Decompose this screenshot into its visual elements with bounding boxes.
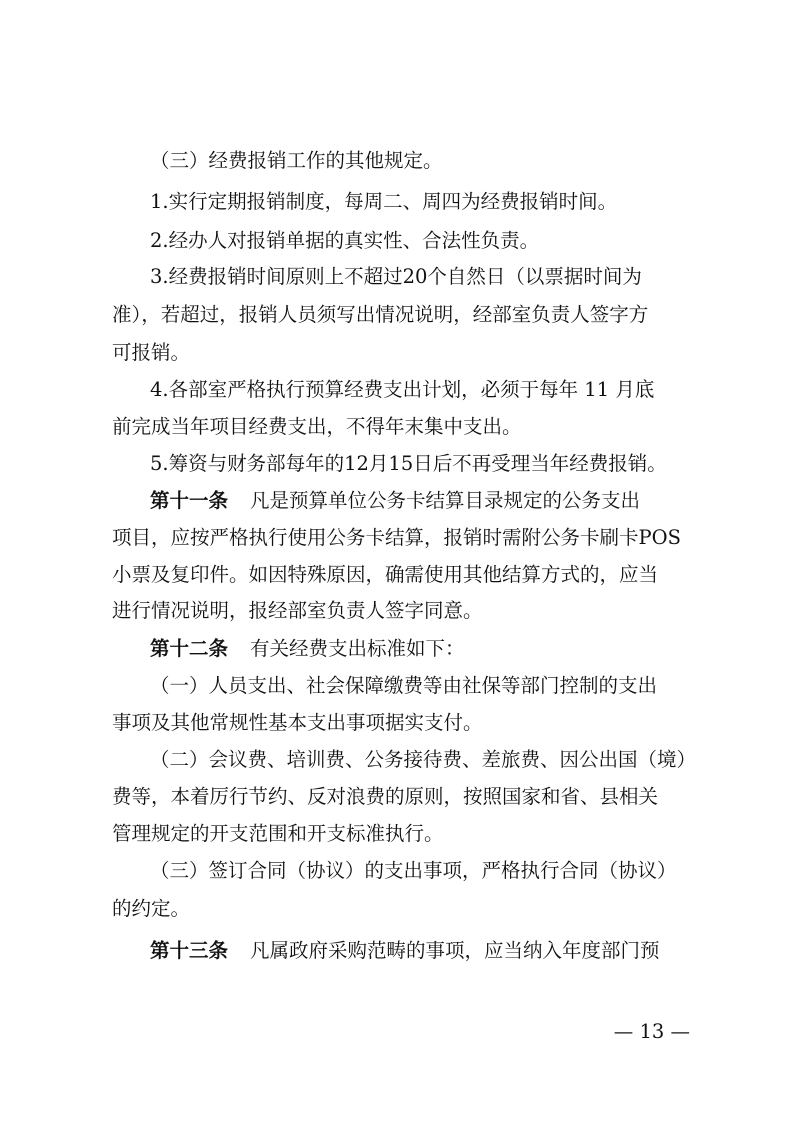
- page-number: — 13 —: [613, 1020, 690, 1043]
- text-line: （三）经费报销工作的其他规定。: [150, 149, 443, 172]
- text-line: 管理规定的开支范围和开支标准执行。: [112, 822, 444, 845]
- article-heading: 第十一条: [150, 489, 229, 512]
- text-line: 3.经费报销时间原则上不超过20个自然日（以票据时间为: [150, 265, 642, 288]
- article-12-line: [150, 636, 702, 662]
- article-13-line: [150, 938, 702, 964]
- article-heading: 第十三条: [150, 939, 229, 962]
- text-line: 费等，本着厉行节约、反对浪费的原则，按照国家和省、县相关: [112, 785, 659, 808]
- text-line: 可报销。: [112, 341, 191, 364]
- text-line: 进行情况说明，报经部室负责人签字同意。: [112, 599, 483, 622]
- text-line: 1.实行定期报销制度，每周二、周四为经费报销时间。: [150, 190, 618, 213]
- text-line: 小票及复印件。如因特殊原因，确需使用其他结算方式的，应当: [112, 563, 659, 586]
- text-line: 前完成当年项目经费支出，不得年末集中支出。: [112, 415, 522, 438]
- article-text: 凡属政府采购范畴的事项，应当纳入年度部门预: [250, 939, 660, 962]
- article-text: 有关经费支出标准如下：: [250, 637, 465, 660]
- text-line: 的约定。: [112, 897, 191, 920]
- text-line: 5.筹资与财务部每年的12月15日后不再受理当年经费报销。: [150, 452, 667, 475]
- article-11-line: [150, 488, 702, 514]
- text-line: 4.各部室严格执行预算经费支出计划，必须于每年 11 月底: [150, 378, 655, 401]
- text-line: 事项及其他常规性基本支出事项据实支付。: [112, 711, 483, 734]
- text-line: （一）人员支出、社会保障缴费等由社保等部门控制的支出: [150, 674, 658, 697]
- article-text: 凡是预算单位公务卡结算目录规定的公务支出: [250, 489, 641, 512]
- text-line: 项目，应按严格执行使用公务卡结算，报销时需附公务卡刷卡POS: [112, 526, 681, 549]
- text-line: （二）会议费、培训费、公务接待费、差旅费、因公出国（境）: [150, 748, 697, 771]
- article-heading: 第十二条: [150, 637, 229, 660]
- text-line: 2.经办人对报销单据的真实性、合法性负责。: [150, 229, 540, 252]
- text-line: 准），若超过，报销人员须写出情况说明，经部室负责人签字方: [112, 303, 649, 326]
- text-line: （三）签订合同（协议）的支出事项，严格执行合同（协议）: [150, 859, 677, 882]
